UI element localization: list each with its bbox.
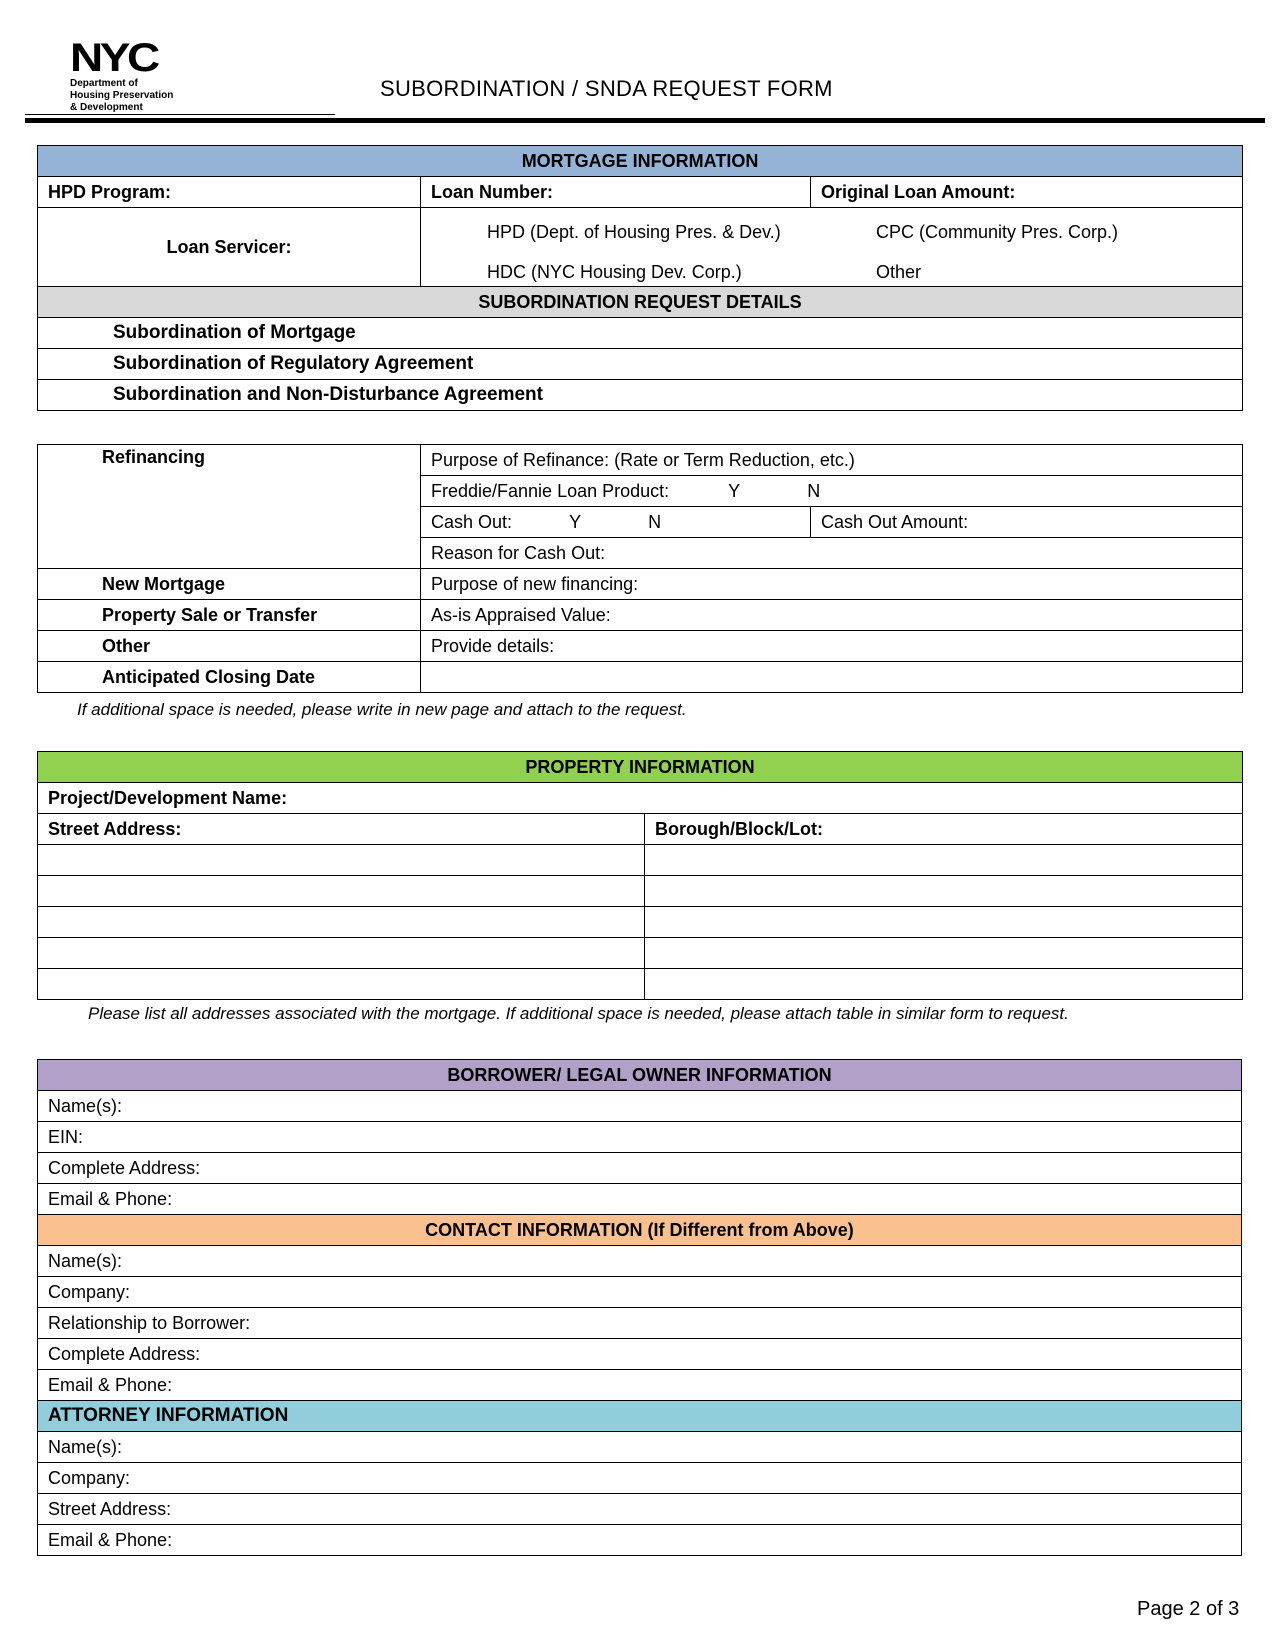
new-mortgage-option[interactable]: New Mortgage (38, 569, 421, 600)
freddie-fannie-no[interactable]: N (807, 480, 821, 501)
purpose-refinance-field[interactable]: Purpose of Refinance: (Rate or Term Reduction, etc.) (421, 445, 1243, 476)
servicer-option-hdc[interactable]: HDC (NYC Housing Dev. Corp.) (487, 262, 742, 282)
provide-details-field[interactable]: Provide details: (421, 631, 1243, 662)
address-cell[interactable] (38, 938, 645, 969)
attorney-header: ATTORNEY INFORMATION (38, 1401, 1242, 1432)
header-rule (25, 118, 1265, 123)
borrower-names-field[interactable]: Name(s): (38, 1091, 1242, 1122)
bbl-cell[interactable] (645, 845, 1243, 876)
contact-company-field[interactable]: Company: (38, 1277, 1242, 1308)
address-cell[interactable] (38, 876, 645, 907)
logo-dept-line-2: Housing Preservation (70, 90, 174, 101)
contact-email-phone-field[interactable]: Email & Phone: (38, 1370, 1242, 1401)
nyc-hpd-logo (70, 36, 210, 114)
loan-servicer-options (421, 208, 1243, 287)
logo-dept-line-3: & Development (70, 102, 143, 113)
freddie-fannie-yes[interactable]: Y (728, 480, 741, 501)
bbl-cell[interactable] (645, 907, 1243, 938)
logo-nyc: NYC (70, 36, 157, 80)
borrower-email-phone-field[interactable]: Email & Phone: (38, 1184, 1242, 1215)
property-sale-option[interactable]: Property Sale or Transfer (38, 600, 421, 631)
freddie-fannie-label: Freddie/Fannie Loan Product: (431, 480, 670, 501)
contact-address-field[interactable]: Complete Address: (38, 1339, 1242, 1370)
attorney-names-field[interactable]: Name(s): (38, 1432, 1242, 1463)
cash-out-yes[interactable]: Y (569, 511, 582, 532)
refinancing-option[interactable]: Refinancing (38, 445, 421, 569)
page-number: Page 2 of 3 (1137, 1598, 1240, 1620)
mortgage-table (37, 145, 1243, 411)
request-note: If additional space is needed, please write in new page and attach to the request. (77, 700, 687, 719)
borrower-ein-field[interactable]: EIN: (38, 1122, 1242, 1153)
contact-names-field[interactable]: Name(s): (38, 1246, 1242, 1277)
purpose-new-financing-field[interactable]: Purpose of new financing: (421, 569, 1243, 600)
header-rule-thin (25, 114, 335, 115)
loan-number-field[interactable]: Loan Number: (421, 177, 811, 208)
closing-date-field[interactable] (421, 662, 1243, 693)
bbl-header: Borough/Block/Lot: (645, 814, 1243, 845)
contact-relationship-field[interactable]: Relationship to Borrower: (38, 1308, 1242, 1339)
cash-out-amount-field[interactable]: Cash Out Amount: (811, 507, 1243, 538)
mortgage-header: MORTGAGE INFORMATION (38, 146, 1243, 177)
cash-out-label: Cash Out: (431, 511, 513, 532)
servicer-option-other[interactable]: Other (876, 262, 922, 282)
cash-out-field[interactable] (421, 507, 811, 538)
attorney-street-field[interactable]: Street Address: (38, 1494, 1242, 1525)
bbl-cell[interactable] (645, 938, 1243, 969)
borrower-table (37, 1059, 1242, 1556)
closing-date-label: Anticipated Closing Date (38, 662, 421, 693)
attorney-email-phone-field[interactable]: Email & Phone: (38, 1525, 1242, 1556)
project-name-field[interactable]: Project/Development Name: (38, 783, 1243, 814)
property-note: Please list all addresses associated with the mortgage. If additional space is needed, please attach table in similar form to request. (88, 1004, 1069, 1023)
borrower-header: BORROWER/ LEGAL OWNER INFORMATION (38, 1060, 1242, 1091)
reason-cash-out-field[interactable]: Reason for Cash Out: (421, 538, 1243, 569)
contact-header: CONTACT INFORMATION (If Different from Above) (38, 1215, 1242, 1246)
snda-option[interactable]: Subordination and Non-Disturbance Agreement (38, 380, 1243, 411)
subordination-of-regulatory-agreement[interactable]: Subordination of Regulatory Agreement (38, 349, 1243, 380)
address-cell[interactable] (38, 845, 645, 876)
request-type-table (37, 444, 1243, 693)
logo-dept-line-1: Department of (70, 78, 138, 89)
bbl-cell[interactable] (645, 876, 1243, 907)
appraised-value-field[interactable]: As-is Appraised Value: (421, 600, 1243, 631)
cash-out-no[interactable]: N (648, 511, 662, 532)
loan-servicer-label: Loan Servicer: (38, 208, 421, 287)
property-table (37, 751, 1243, 1000)
page-title: SUBORDINATION / SNDA REQUEST FORM (380, 76, 833, 101)
street-address-header: Street Address: (38, 814, 645, 845)
bbl-cell[interactable] (645, 969, 1243, 1000)
subordination-of-mortgage[interactable]: Subordination of Mortgage (38, 318, 1243, 349)
servicer-option-hpd[interactable]: HPD (Dept. of Housing Pres. & Dev.) (487, 222, 781, 242)
address-cell[interactable] (38, 969, 645, 1000)
servicer-option-cpc[interactable]: CPC (Community Pres. Corp.) (876, 222, 1119, 242)
attorney-company-field[interactable]: Company: (38, 1463, 1242, 1494)
original-loan-amount-field[interactable]: Original Loan Amount: (811, 177, 1243, 208)
freddie-fannie-field[interactable] (421, 476, 1243, 507)
address-cell[interactable] (38, 907, 645, 938)
borrower-address-field[interactable]: Complete Address: (38, 1153, 1242, 1184)
property-header: PROPERTY INFORMATION (38, 752, 1243, 783)
other-option[interactable]: Other (38, 631, 421, 662)
subordination-header: SUBORDINATION REQUEST DETAILS (38, 287, 1243, 318)
hpd-program-field[interactable]: HPD Program: (38, 177, 421, 208)
